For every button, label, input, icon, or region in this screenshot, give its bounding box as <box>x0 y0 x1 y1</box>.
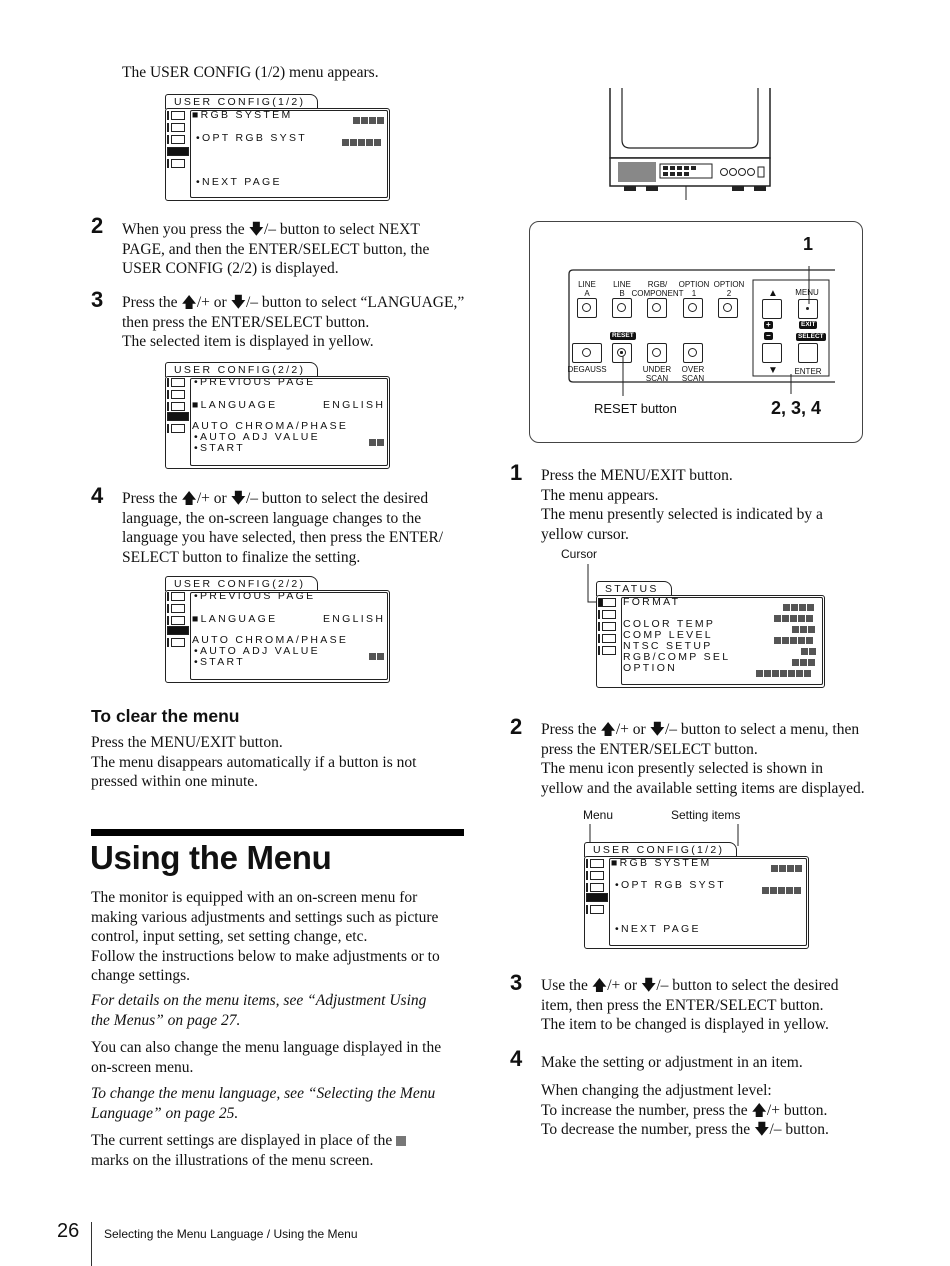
step-4-detail: When changing the adjustment level: To increase the number, press the 🡅/+ button. To decrease the number, press the 🡇/– button. <box>541 1082 829 1138</box>
step-2-text: Press the 🡅/+ or 🡇/– button to select a menu, then press the ENTER/SELECT button. The menu icon presently selected is shown in yellow and the available setting items are displayed. <box>541 720 865 797</box>
down-arrow-icon: 🡇 <box>640 976 657 994</box>
value-marks <box>368 647 384 665</box>
down-arrow-icon: 🡇 <box>230 293 246 311</box>
down-arrow-icon: 🡇 <box>248 220 264 238</box>
clear-menu-heading: To clear the menu <box>91 706 240 726</box>
option-1-button[interactable] <box>683 298 703 318</box>
menu-icons <box>167 592 191 652</box>
osd-title: USER CONFIG(2/2) <box>165 576 318 591</box>
clear-menu-text: Press the MENU/EXIT button. The menu disappears automatically if a button is not pressed within one minute. <box>91 734 417 790</box>
osd-row: NTSC SETUP <box>623 640 713 652</box>
using-reference-1: For details on the menu items, see “Adjustment Using the Menus” on page 27. <box>91 992 427 1029</box>
step-4-text: Press the 🡅/+ or 🡇/– button to select the desired language, the on-screen language changes to the language you have selected, then press the ENTER/ SELECT button to finalize the setting. <box>122 489 444 566</box>
osd-row: ■RGB SYSTEM <box>611 857 712 869</box>
select-pill: SELECT <box>798 333 824 340</box>
up-arrow-icon: 🡅 <box>181 489 197 507</box>
osd-title: STATUS <box>596 581 672 596</box>
menu-exit-button[interactable] <box>798 299 818 319</box>
button-label: DEGAUSS <box>567 365 607 374</box>
menu-icons <box>167 378 191 438</box>
button-label: LINE B <box>613 280 631 298</box>
osd-row: •START <box>194 656 245 668</box>
step-number: 3 <box>510 970 523 995</box>
callout-number: 2, 3, 4 <box>771 398 822 418</box>
section-rule <box>91 829 464 836</box>
step-1-text: Press the MENU/EXIT button. The menu appears. The menu presently selected is indicated by a yellow cursor. <box>541 467 823 543</box>
osd-row: OPTION <box>623 662 678 674</box>
button-label: LINE A <box>578 280 596 298</box>
osd-row: •OPT RGB SYST <box>196 132 307 144</box>
reset-pill: RESET <box>612 332 634 339</box>
up-arrow-icon: 🡅 <box>181 293 197 311</box>
gray-square-icon <box>396 1136 406 1146</box>
osd-row: ■LANGUAGE <box>192 613 278 625</box>
menu-icons <box>167 111 191 171</box>
osd-row: RGB/COMP SEL <box>623 651 731 663</box>
button-label: OPTION 1 <box>678 280 710 298</box>
step-number: 4 <box>91 483 104 508</box>
menu-label: Menu <box>583 808 614 822</box>
cursor-label: Cursor <box>561 547 598 561</box>
value-marks <box>352 111 384 129</box>
minus-pill: − <box>766 331 771 340</box>
up-arrow-icon: 🡅 <box>751 1100 767 1119</box>
step-3-text: Use the 🡅/+ or 🡇/– button to select the desired item, then press the ENTER/SELECT button. The item to be changed is displayed in yellow. <box>541 976 839 1033</box>
up-plus-button[interactable] <box>762 299 782 319</box>
osd-row: AUTO CHROMA/PHASE <box>192 634 349 646</box>
osd-title: USER CONFIG(2/2) <box>165 362 318 377</box>
osd-row: •AUTO ADJ VALUE <box>194 645 320 657</box>
down-arrow-icon: 🡇 <box>754 1120 770 1138</box>
osd-row: •AUTO ADJ VALUE <box>194 431 320 443</box>
using-paragraph-2: You can also change the menu language displayed in the on-screen menu. <box>91 1039 442 1076</box>
osd-row: COLOR TEMP <box>623 618 716 630</box>
section-title: Using the Menu <box>90 839 332 876</box>
down-minus-button[interactable] <box>762 343 782 363</box>
callout-number: 1 <box>803 234 814 254</box>
step-4-text: Make the setting or adjustment in an item. <box>541 1054 803 1071</box>
osd-title: USER CONFIG(1/2) <box>584 842 737 857</box>
monitor-illustration <box>600 88 780 200</box>
rgb-component-button[interactable] <box>647 298 667 318</box>
step-number: 4 <box>510 1046 523 1071</box>
button-label: UNDER SCAN <box>642 365 672 383</box>
using-paragraph-1: The monitor is equipped with an on-screen menu for making various adjustments and settings such as picture control, input setting, set setting change, etc. Follow the instructions below to make adjustments or to change settings. <box>91 889 440 984</box>
menu-label: MENU <box>795 288 819 297</box>
exit-pill: EXIT <box>801 321 816 328</box>
value-marks <box>368 433 384 451</box>
step-3-text: Press the 🡅/+ or 🡇/– button to select “LANGUAGE,” then press the ENTER/SELECT button. The selected item is displayed in yellow. <box>122 293 465 350</box>
down-arrow-icon: ▼ <box>768 365 778 376</box>
button-label: OVER SCAN <box>681 365 705 383</box>
option-2-button[interactable] <box>718 298 738 318</box>
footer-text: Selecting the Menu Language / Using the Menu <box>104 1227 358 1241</box>
osd-row: ■LANGUAGE <box>192 399 278 411</box>
osd-row: •START <box>194 442 245 454</box>
step-number: 2 <box>510 714 523 739</box>
osd-row: •PREVIOUS PAGE <box>194 376 316 388</box>
enter-select-button[interactable] <box>798 343 818 363</box>
step-number: 1 <box>510 460 523 485</box>
osd-row: •NEXT PAGE <box>615 923 701 935</box>
degauss-button[interactable] <box>572 343 602 363</box>
down-arrow-icon: 🡇 <box>230 489 246 507</box>
osd-row: AUTO CHROMA/PHASE <box>192 420 349 432</box>
step-number: 2 <box>91 213 104 238</box>
up-arrow-icon: 🡅 <box>591 976 608 994</box>
menu-icons <box>598 598 622 658</box>
intro-text: The USER CONFIG (1/2) menu appears. <box>122 64 379 81</box>
value-marks <box>770 859 802 877</box>
osd-value: ENGLISH <box>323 399 386 411</box>
osd-row: •PREVIOUS PAGE <box>194 590 316 602</box>
step-number: 3 <box>91 287 104 312</box>
reset-button-label: RESET button <box>594 401 677 416</box>
value-marks <box>755 664 811 682</box>
osd-row: FORMAT <box>623 596 681 608</box>
under-scan-button[interactable] <box>647 343 667 363</box>
footer-divider <box>91 1222 92 1266</box>
up-arrow-icon: ▲ <box>768 288 778 299</box>
page-number: 26 <box>57 1220 80 1242</box>
step-2-text: When you press the 🡇/– button to select NEXT PAGE, and then the ENTER/SELECT button, the USER CONFIG (2/2) is displayed. <box>122 220 430 277</box>
menu-icons <box>586 859 610 919</box>
osd-row: •NEXT PAGE <box>196 176 282 188</box>
plus-pill: + <box>766 320 771 329</box>
button-label: OPTION 2 <box>713 280 745 298</box>
osd-row: ■RGB SYSTEM <box>192 109 293 121</box>
using-paragraph-3: The current settings are displayed in place of the marks on the illustrations of the menu screen. <box>91 1131 406 1170</box>
line-a-button[interactable] <box>577 298 597 318</box>
button-label: RGB/ COMPONENT <box>631 280 684 298</box>
over-scan-button[interactable] <box>683 343 703 363</box>
osd-value: ENGLISH <box>323 613 386 625</box>
down-arrow-icon: 🡇 <box>649 720 665 738</box>
value-marks <box>761 881 801 899</box>
up-arrow-icon: 🡅 <box>600 720 616 738</box>
line-b-button[interactable] <box>612 298 632 318</box>
using-reference-2: To change the menu language, see “Selecting the Menu Language” on page 25. <box>91 1085 436 1122</box>
value-marks <box>341 133 381 151</box>
osd-row: COMP LEVEL <box>623 629 713 641</box>
enter-label: ENTER <box>794 367 822 376</box>
setting-items-label: Setting items <box>671 808 741 822</box>
reset-button[interactable] <box>612 343 632 363</box>
osd-title: USER CONFIG(1/2) <box>165 94 318 109</box>
osd-row: •OPT RGB SYST <box>615 879 726 891</box>
